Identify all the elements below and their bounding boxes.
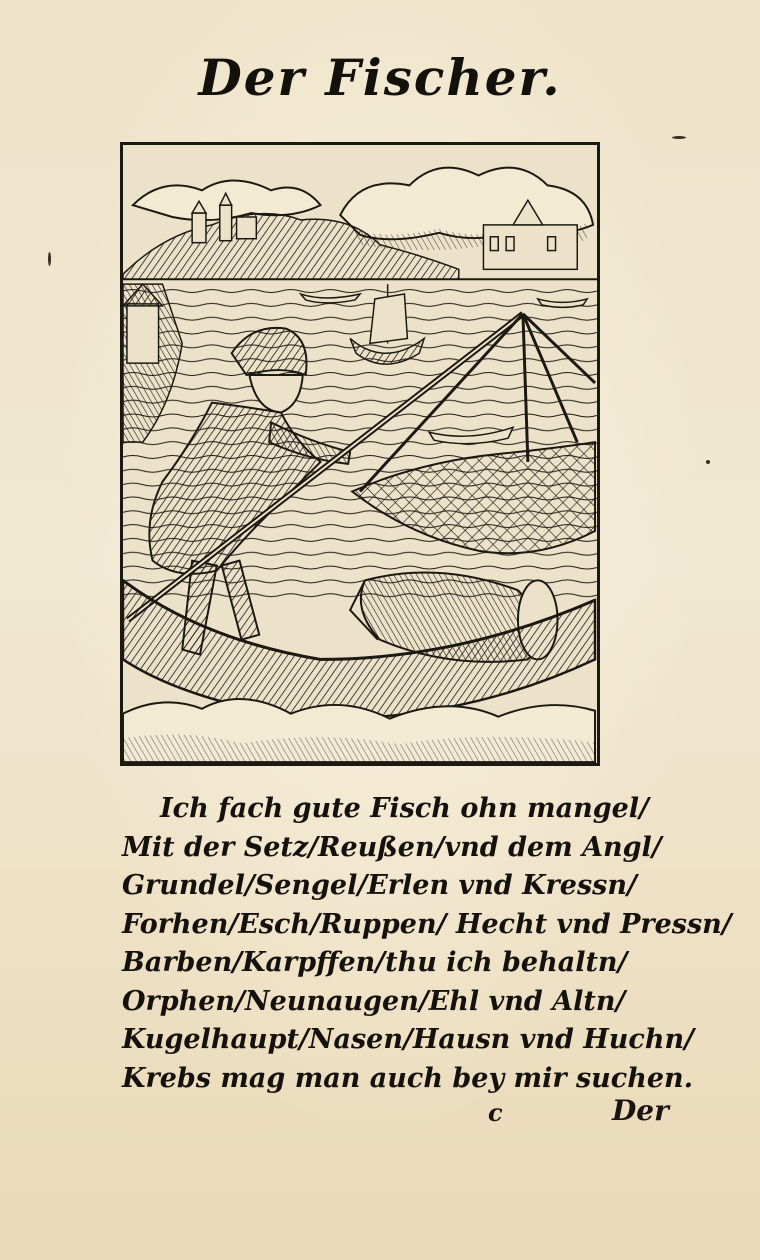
verse-line: Orphen/Neunaugen/Ehl vnd Altn/ [122, 985, 626, 1017]
verse-line: Krebs mag man auch bey mir suchen. [122, 1062, 694, 1094]
verse-line: Grundel/Sengel/Erlen vnd Kressn/ [122, 870, 637, 901]
fisherman-woodcut-image [123, 145, 597, 763]
verse-line: Mit der Setz/Reußen/vnd dem Angl/ [122, 831, 662, 863]
verse-line: Kugelhaupt/Nasen/Hausn vnd Huchn/ [122, 1024, 694, 1055]
verse-line: Barben/Karpffen/thu ich behaltn/ [122, 947, 628, 978]
verse-line: Ich fach gute Fisch ohn mangel/ [160, 793, 649, 824]
woodcut-illustration [120, 142, 600, 766]
page-title: Der Fischer. [198, 48, 562, 107]
verse-block [122, 790, 732, 1098]
paper-speck [48, 252, 51, 266]
verse-line: Forhen/Esch/Ruppen/ Hecht vnd Pressn/ [122, 908, 732, 940]
paper-speck [672, 136, 686, 139]
signature-mark: c [488, 1098, 503, 1127]
paper-speck [706, 460, 710, 464]
catchword: Der [612, 1094, 669, 1127]
